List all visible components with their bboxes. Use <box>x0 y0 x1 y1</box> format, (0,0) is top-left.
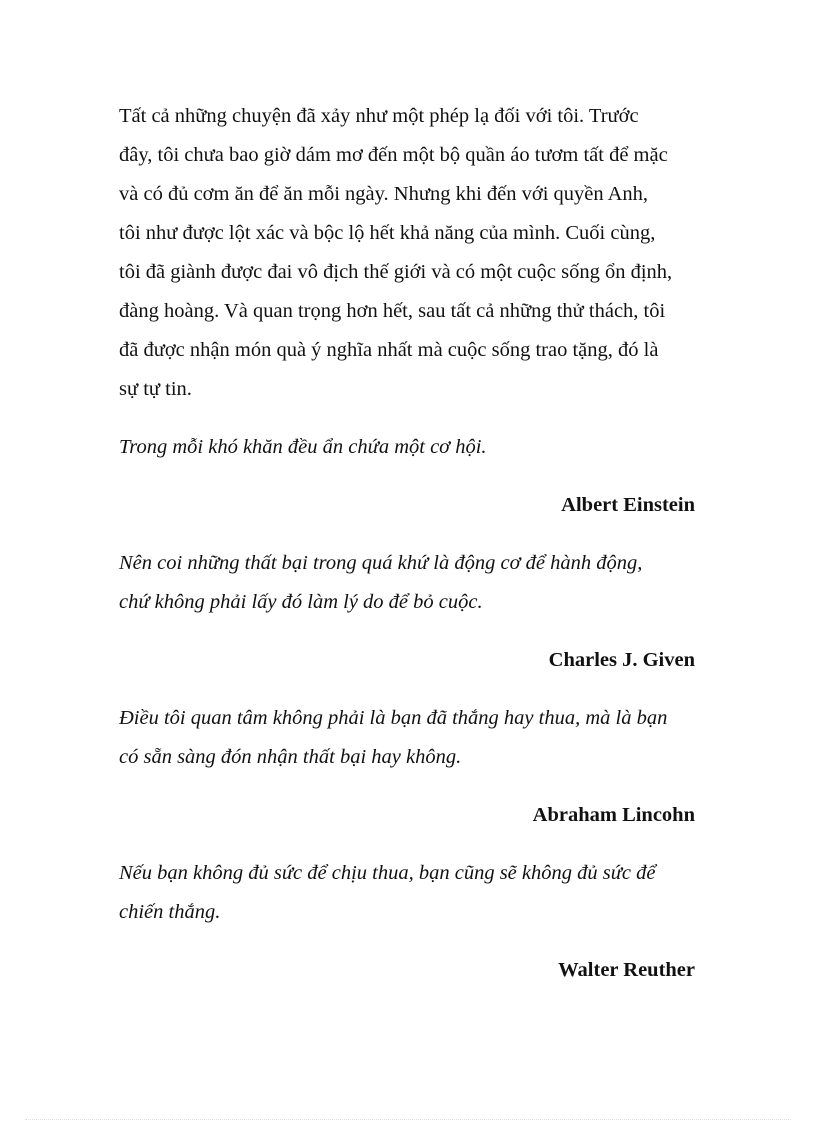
paragraph-line: tôi đã giành được đai vô địch thế giới và có một cuộc sống ổn định, <box>119 261 673 283</box>
quote-line: Nên coi những thất bại trong quá khứ là động cơ để hành động, <box>119 552 643 574</box>
quote-author-given: Charles J. Given <box>548 649 695 671</box>
page-content <box>119 97 695 990</box>
paragraph-line: đã được nhận món quà ý nghĩa nhất mà cuộc sống trao tặng, đó là <box>119 339 659 361</box>
quote-reuther <box>119 854 695 932</box>
quote-einstein <box>119 428 695 467</box>
quote-line: chiến thắng. <box>119 901 221 923</box>
paragraph-line: sự tự tin. <box>119 378 192 400</box>
quote-author-reuther: Walter Reuther <box>558 959 695 981</box>
quote-line: Điều tôi quan tâm không phải là bạn đã thắng hay thua, mà là bạn <box>119 707 668 729</box>
paragraph-line: và có đủ cơm ăn để ăn mỗi ngày. Nhưng khi đến với quyền Anh, <box>119 183 649 205</box>
paragraph-line: tôi như được lột xác và bộc lộ hết khả năng của mình. Cuối cùng, <box>119 222 656 244</box>
quote-line: có sẵn sàng đón nhận thất bại hay không. <box>119 746 462 768</box>
quote-line: Nếu bạn không đủ sức để chịu thua, bạn cũng sẽ không đủ sức để <box>119 862 656 884</box>
quote-lincoln <box>119 699 695 777</box>
quote-line: chứ không phải lấy đó làm lý do để bỏ cuộc. <box>119 591 483 613</box>
quote-author-einstein: Albert Einstein <box>561 494 695 516</box>
quote-line: Trong mỗi khó khăn đều ẩn chứa một cơ hội. <box>119 436 487 458</box>
paragraph-line: đây, tôi chưa bao giờ dám mơ đến một bộ quần áo tươm tất để mặc <box>119 144 668 166</box>
paragraph-line: đàng hoàng. Và quan trọng hơn hết, sau tất cả những thử thách, tôi <box>119 300 666 322</box>
paragraph-line: Tất cả những chuyện đã xảy như một phép lạ đối với tôi. Trước <box>119 105 639 127</box>
quote-author-lincoln: Abraham Lincohn <box>532 804 695 826</box>
quote-given <box>119 544 695 622</box>
body-paragraph <box>119 97 695 409</box>
page-bottom-edge <box>25 1119 791 1120</box>
